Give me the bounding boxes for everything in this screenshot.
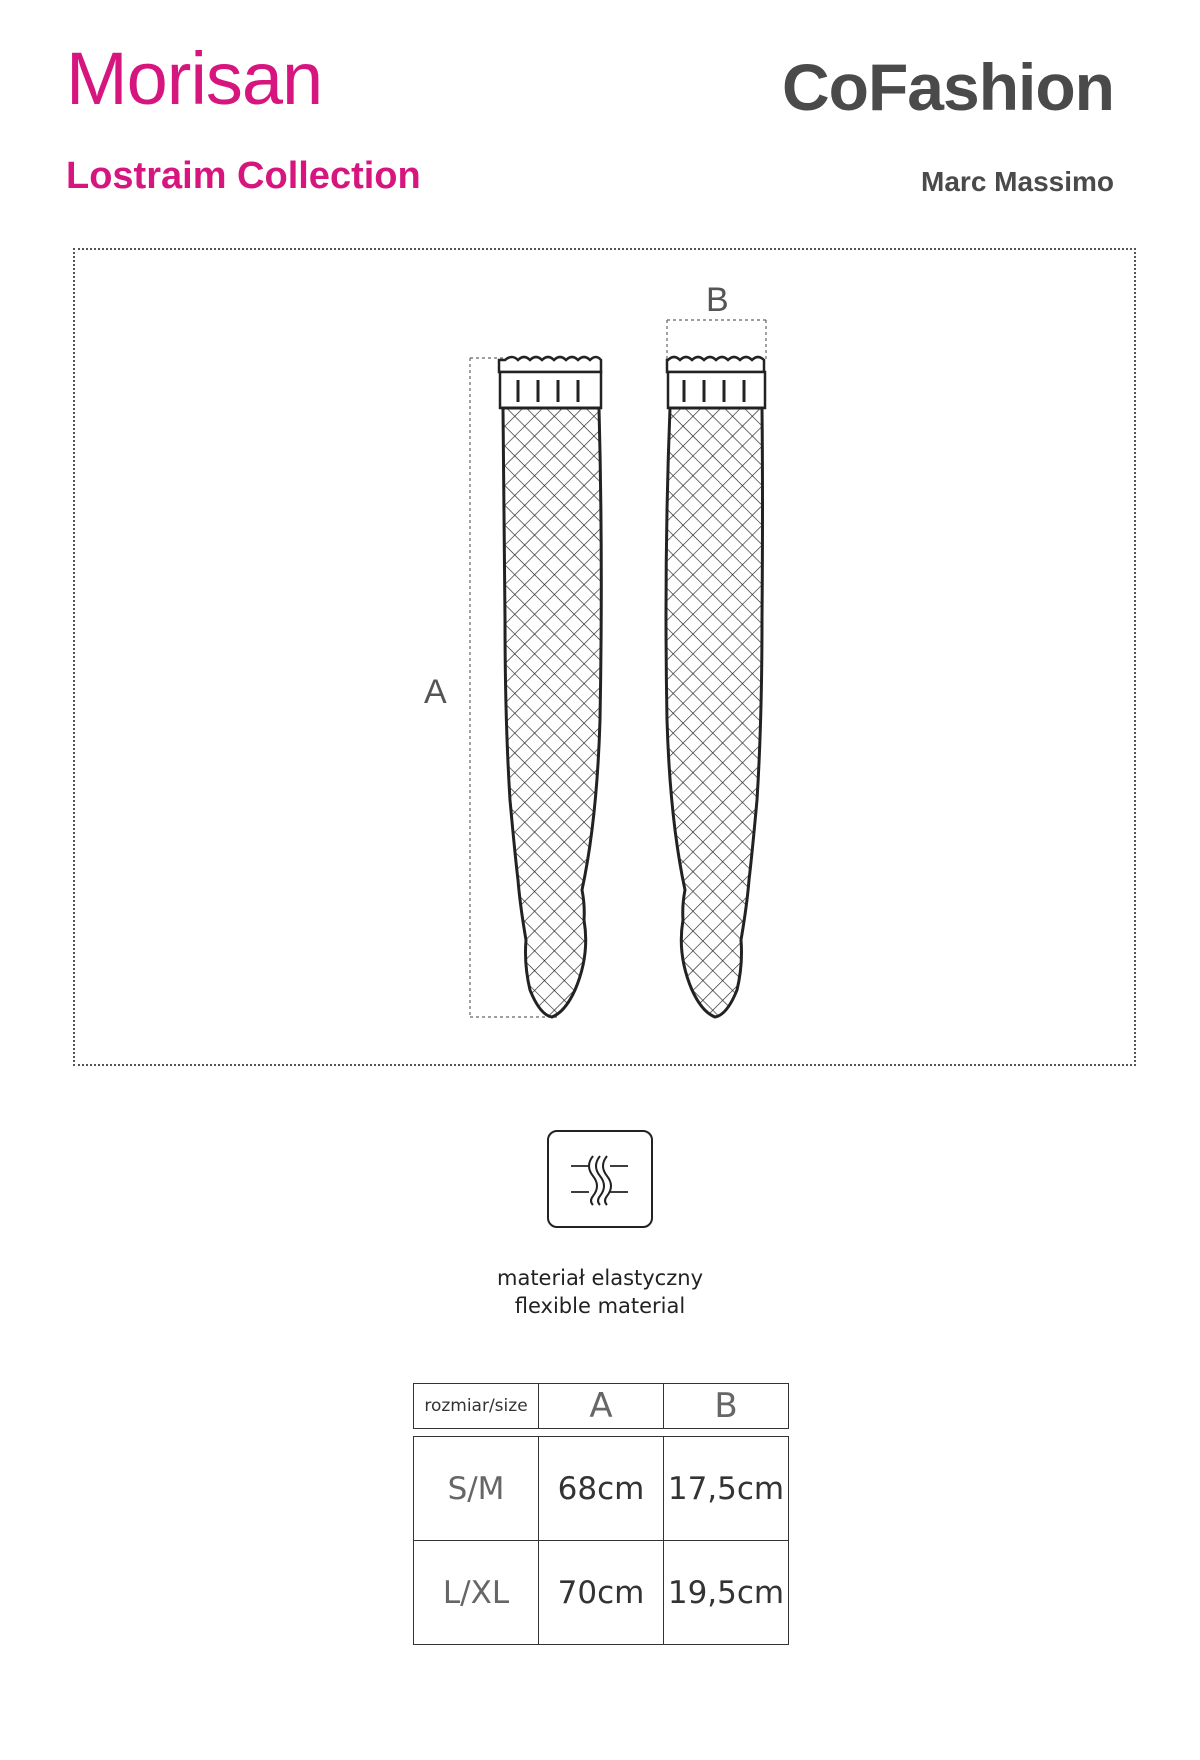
designer-name: Marc Massimo (921, 166, 1114, 197)
stocking-right (666, 357, 765, 1017)
size-table-header (413, 1383, 789, 1429)
measure-a-cell: 68cm (539, 1437, 664, 1541)
material-label-pl: materiał elastyczny (497, 1266, 703, 1290)
measure-b-cell: 19,5cm (664, 1541, 789, 1645)
table-row (414, 1541, 789, 1645)
size-table (413, 1436, 789, 1645)
measure-b-cell: 17,5cm (664, 1437, 789, 1541)
product-name: Morisan (66, 37, 323, 120)
dimension-b-label: B (706, 281, 729, 319)
dimension-b (667, 320, 766, 360)
column-header-a: A (539, 1384, 664, 1429)
material-label-en: flexible material (514, 1294, 686, 1318)
size-header-label: rozmiar/size (414, 1384, 539, 1429)
brand-logo: CoFashion (782, 50, 1114, 124)
measure-a-cell: 70cm (539, 1541, 664, 1645)
collection-name: Lostraim Collection (66, 155, 421, 197)
stocking-left (499, 357, 601, 1017)
size-cell: S/M (414, 1437, 539, 1541)
table-row (414, 1437, 789, 1541)
dimension-a-label: A (424, 673, 447, 711)
stretch-waves-icon (547, 1130, 653, 1228)
size-cell: L/XL (414, 1541, 539, 1645)
column-header-b: B (664, 1384, 789, 1429)
